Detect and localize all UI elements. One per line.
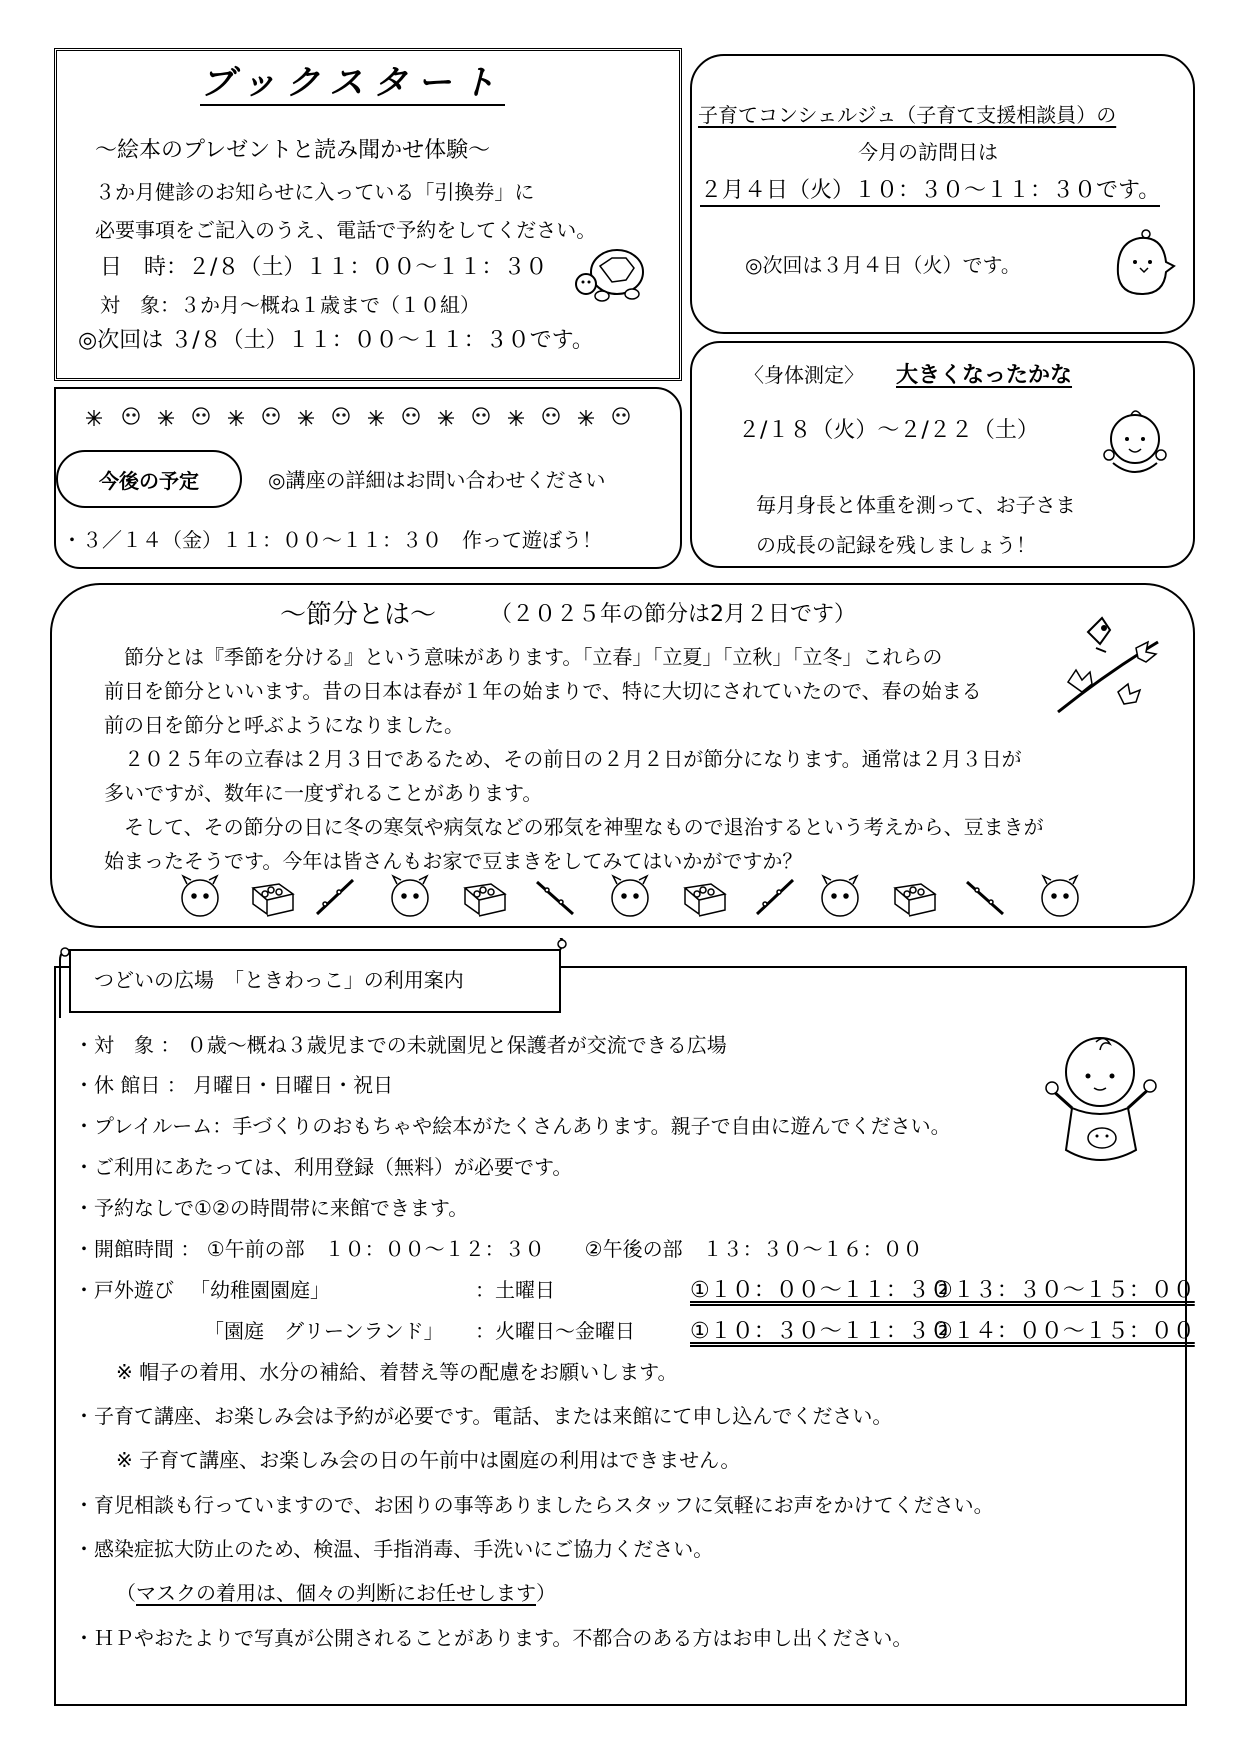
schedule-button[interactable] <box>56 450 242 508</box>
hiroba-l2: ・休 館日 ： 月曜日・日曜日・祝日 <box>74 1073 394 1097</box>
concierge-line2: 今月の訪問日は <box>858 140 998 164</box>
setsubun-title: ～節分とは～ <box>280 600 437 630</box>
setsubun-subtitle: （２０２５年の節分は2月２日です） <box>490 602 856 627</box>
setsubun-p7: 始まったそうです。今年は皆さんもお家で豆まきをしてみてはいかがですか？ <box>104 849 803 873</box>
measure-dates: ２/１８（火）～２/２２（土） <box>738 418 1039 443</box>
hiroba-l1: ・対 象 ： ０歳～概ね３歳児までの未就園児と保護者が交流できる広場 <box>74 1033 727 1057</box>
hiroba-l8: ・育児相談も行っていますので、お困りの事等ありましたらスタッフに気軽にお声をかけてください。 <box>74 1493 994 1517</box>
hiroba-mask <box>116 1583 556 1603</box>
bookstart-subtitle: ～絵本のプレゼントと読み聞かせ体験～ <box>95 138 491 163</box>
hiroba-l3: ・プレイルーム：手づくりのおもちゃや絵本がたくさんあります。親子で自由に遊んでください。 <box>74 1114 951 1138</box>
turtle-icon <box>572 236 650 306</box>
hiroba-l6: ・開館時間 ： ①午前の部 １０：００～１２：３０ ②午後の部 １３：３０～１６：００ <box>74 1237 923 1261</box>
holly-sprig-icon <box>1048 612 1168 722</box>
bookstart-line1: ３か月健診のお知らせに入っている「引換券」に <box>95 180 535 204</box>
hiroba-header: つどいの広場 「ときわっこ」の利用案内 <box>94 968 464 992</box>
hiroba-note1: ※ 帽子の着用、水分の補給、着替え等の配慮をお願いします。 <box>116 1360 678 1384</box>
setsubun-p6: そして、その節分の日に冬の寒気や病気などの邪気を神聖なもので退治するという考えから、豆まきが <box>104 815 1044 839</box>
setsubun-p1: 節分とは『季節を分ける』という意味があります。「立春」「立夏」「立秋」「立冬」これらの <box>104 645 943 669</box>
outdoor-place2: 「園庭 グリーンランド」 <box>204 1319 444 1343</box>
measure-text1: 毎月身長と体重を測って、お子さま <box>756 493 1076 517</box>
outdoor-place1: 「幼稚園園庭」 <box>190 1278 330 1302</box>
outdoor-day2: ：火曜日～金曜日 <box>475 1319 635 1343</box>
outdoor-time1b: ②１３：３０～１５：００ <box>933 1278 1195 1303</box>
snowflake-border <box>76 400 646 436</box>
hiroba-l10: ・ＨＰやおたよりで写真が公開されることがあります。不都合のある方はお申し出ください。 <box>74 1626 913 1650</box>
oni-bean-border <box>175 872 1105 922</box>
bookstart-target: 対 象：３か月～概ね１歳まで（１０組） <box>100 293 480 317</box>
schedule-note: ◎講座の詳細はお問い合わせください <box>268 468 606 492</box>
hiroba-l5: ・予約なしで①②の時間帯に来館できます。 <box>74 1196 469 1220</box>
concierge-next: ◎次回は３月４日（火）です。 <box>745 253 1021 277</box>
bean-box-icon <box>253 884 293 916</box>
outdoor-time2a: ①１０：３０～１１：３０ <box>690 1319 952 1344</box>
outdoor-label: ・戸外遊び <box>74 1278 174 1302</box>
concierge-name: 子育てコンシェルジュ（子育て支援相談員）の <box>698 103 1117 127</box>
setsubun-p2: 前日を節分といいます。昔の日本は春が１年の始まりで、特に大切にされていたので、春の始まる <box>104 679 982 703</box>
hiroba-l9: ・感染症拡大防止のため、検温、手指消毒、手洗いにご協力ください。 <box>74 1537 714 1561</box>
bookstart-line2: 必要事項をご記入のうえ、電話で予約をしてください。 <box>95 218 597 242</box>
outdoor-day1: ：土曜日 <box>475 1278 555 1302</box>
bookstart-datetime: 日 時：２/８（土）１１：００～１１：３０ <box>100 255 548 280</box>
schedule-button-label: 今後の予定 <box>99 468 199 493</box>
setsubun-p4: ２０２５年の立春は２月３日であるため、その前日の２月２日が節分になります。通常は２月３日が <box>104 747 1022 771</box>
hiroba-l4: ・ご利用にあたっては、利用登録（無料）が必要です。 <box>74 1155 573 1179</box>
mask-note: マスクの着用は、個々の判断にお任せします <box>136 1581 536 1605</box>
setsubun-p3: 前の日を節分と呼ぶようになりました。 <box>104 713 464 737</box>
schedule-item: ・３／１４（金）１１：００～１１：３０ 作って遊ぼう！ <box>62 528 602 552</box>
toddler-icon <box>1042 1030 1162 1180</box>
hiroba-note2: ※ 子育て講座、お楽しみ会の日の午前中は園庭の利用はできません。 <box>116 1448 741 1472</box>
outdoor-time1a: ①１０：００～１１：３０ <box>690 1278 952 1303</box>
baby-icon <box>1095 405 1175 485</box>
oni-mask-icon <box>182 876 218 916</box>
measure-text2: の成長の記録を残しましょう！ <box>756 533 1036 557</box>
concierge-line1 <box>698 105 1116 125</box>
concierge-date: ２月４日（火）１０：３０～１１：３０です。 <box>700 180 1160 207</box>
bookstart-title: ブックスタート <box>200 66 505 106</box>
mask-open: （ <box>116 1581 136 1605</box>
chick-icon <box>1108 222 1178 302</box>
setsubun-p5: 多いですが、数年に一度ずれることがあります。 <box>104 781 543 805</box>
hiroba-l7: ・子育て講座、お楽しみ会は予約が必要です。電話、または来館にて申し込んでください。 <box>74 1404 893 1428</box>
measure-label: 〈身体測定〉 <box>744 363 864 387</box>
mask-close: ） <box>536 1581 556 1605</box>
bookstart-next: ◎次回は ３/８（土）１１：００～１１：３０です。 <box>78 328 594 353</box>
outdoor-time2b: ②１４：００～１５：００ <box>933 1319 1195 1344</box>
measure-title: 大きくなったかな <box>896 363 1073 388</box>
